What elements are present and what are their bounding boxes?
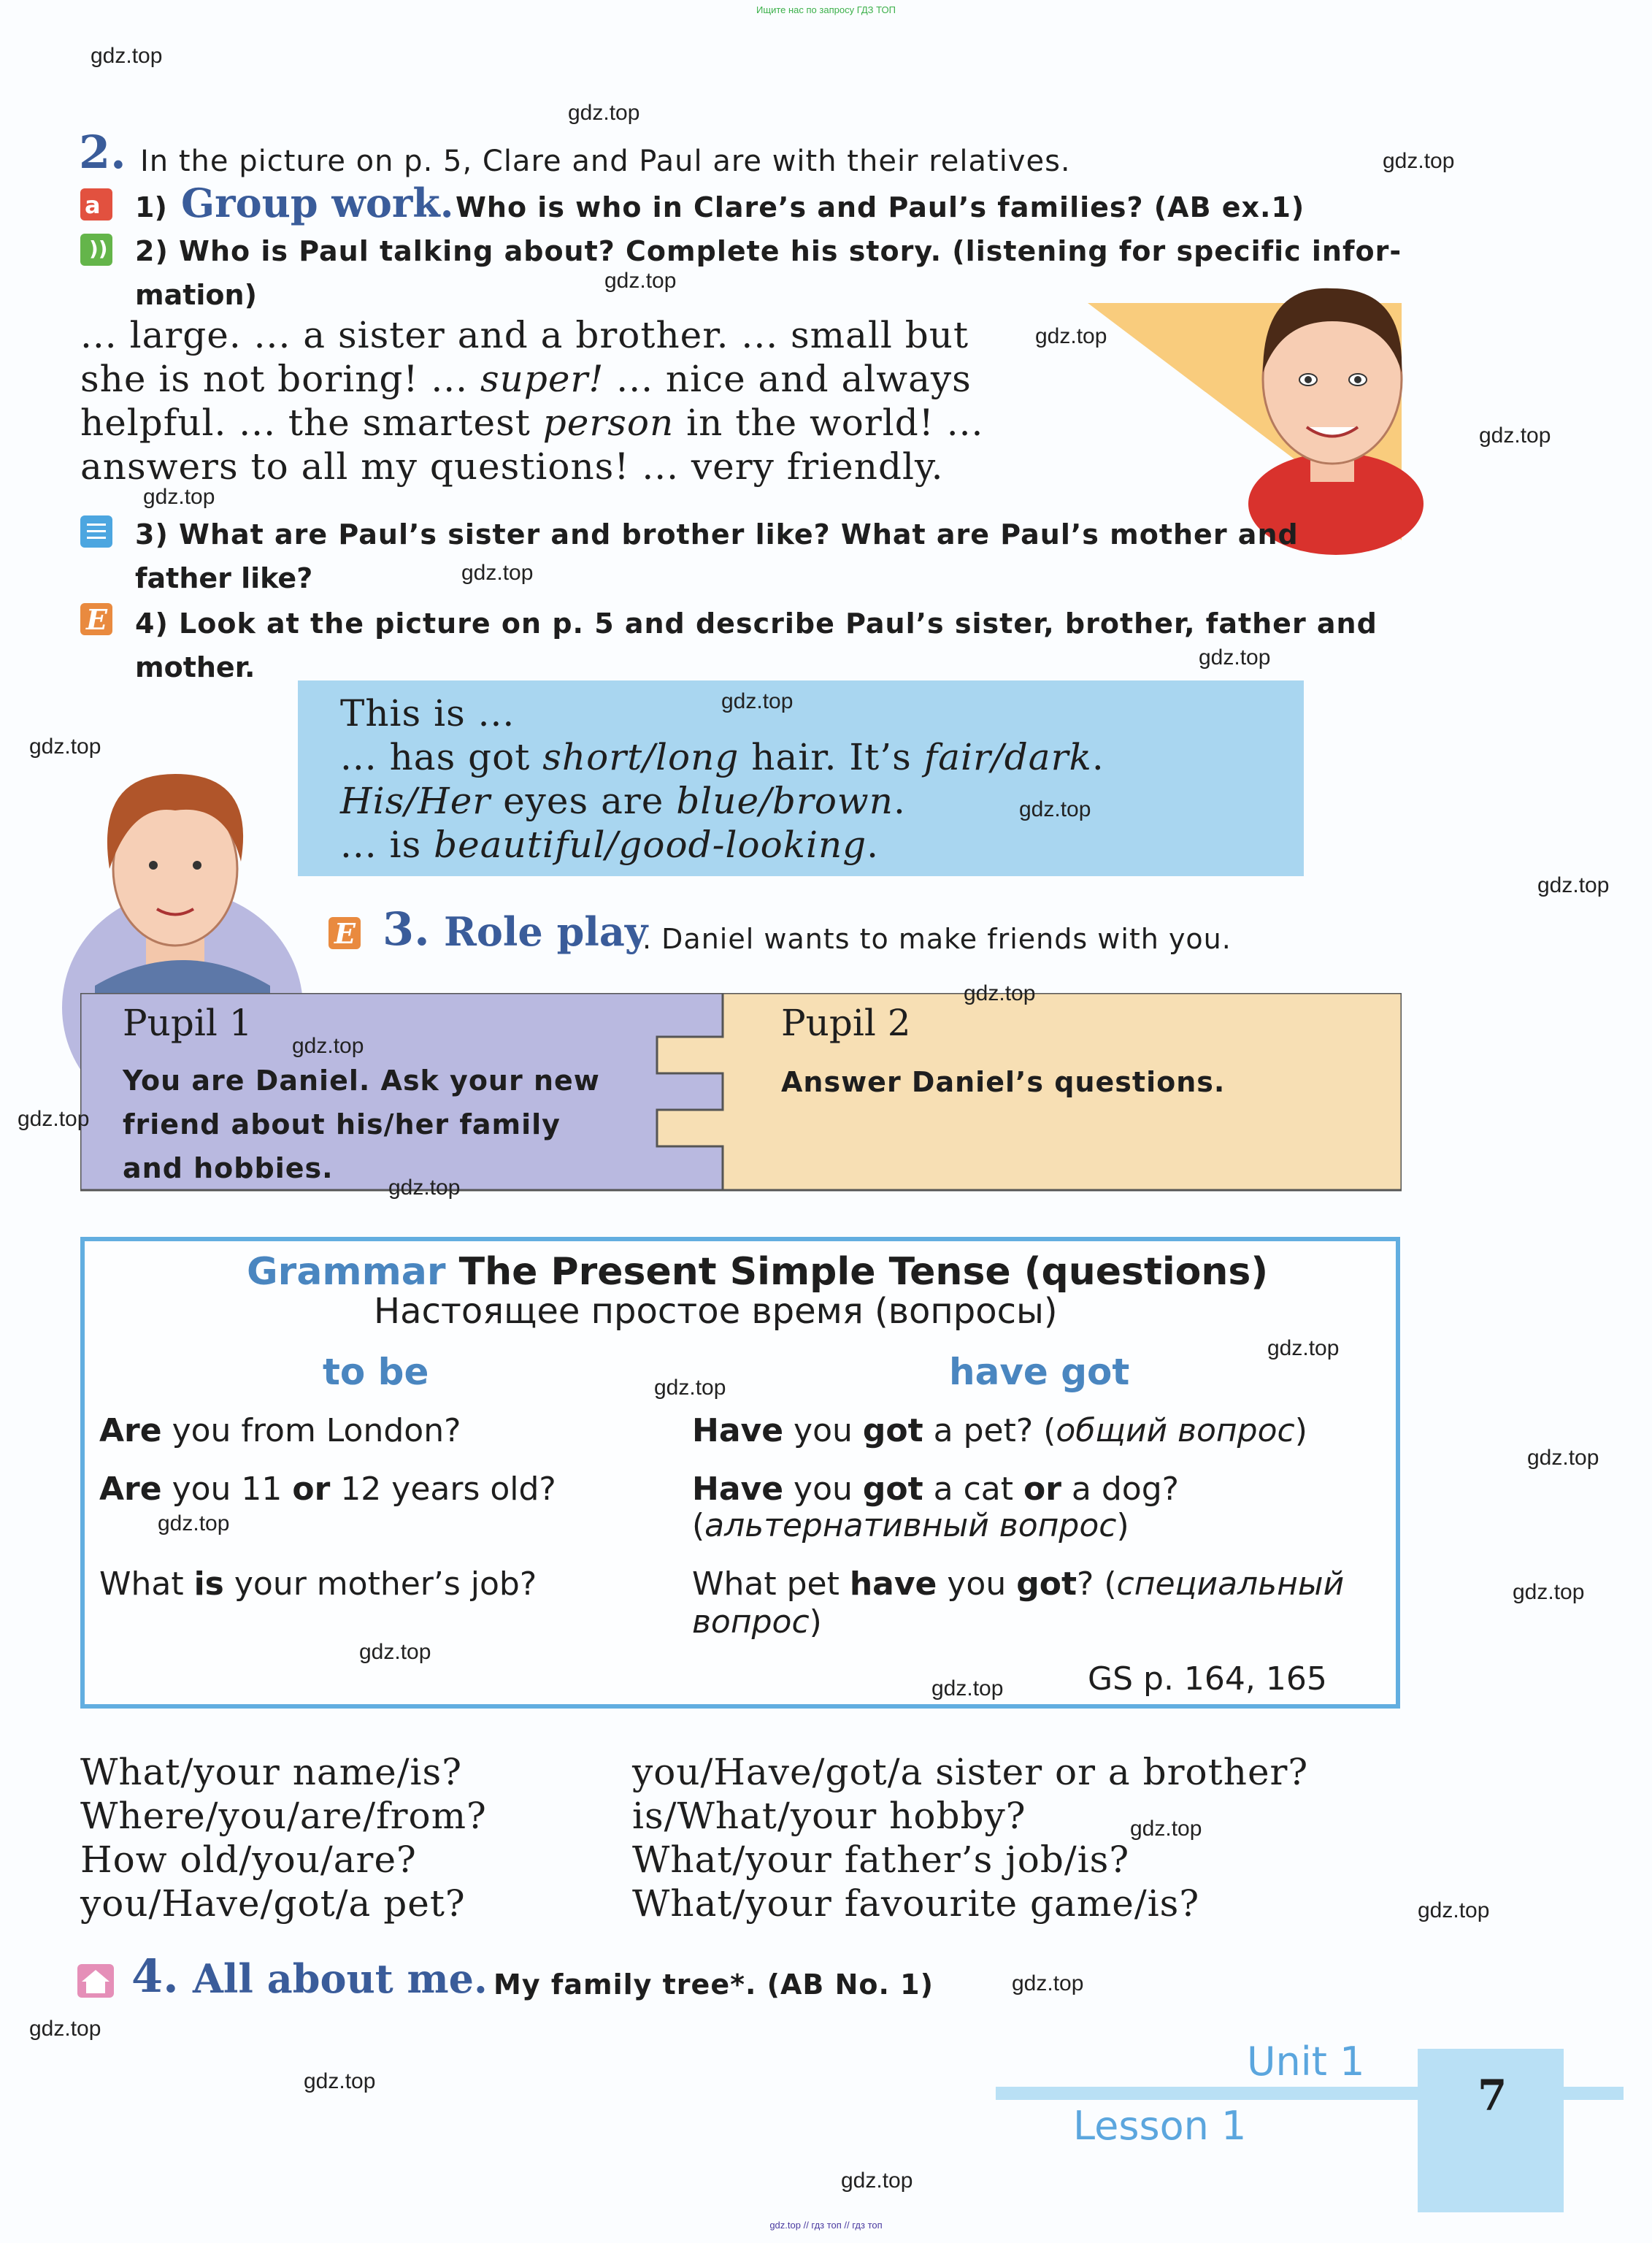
task-2-line-2: mation) [135,279,257,311]
story-line-2: she is not boring! ... super! ... nice and always [80,358,972,400]
bottom-note: gdz.top // гдз топ // гдз топ [769,2220,883,2231]
question-right-4: What/your favourite game/is? [632,1882,1200,1925]
exercise-2-intro: In the picture on p. 5, Clare and Paul are with their relatives. [140,145,1071,178]
watermark: gdz.top [1513,1580,1585,1604]
grammar-row-3-right-note: вопрос) [692,1603,822,1641]
watermark: gdz.top [1479,423,1551,448]
watermark: gdz.top [1035,324,1107,348]
watermark: gdz.top [931,1676,1004,1701]
grammar-col-have-got: have got [949,1351,1130,1393]
watermark: gdz.top [654,1376,726,1400]
watermark: gdz.top [388,1176,461,1200]
watermark: gdz.top [1383,149,1455,173]
grammar-row-3-left: What is your mother’s job? [99,1565,537,1603]
watermark: gdz.top [304,2069,376,2093]
question-left-2: Where/you/are/from? [80,1795,487,1837]
exercise-4-title: All about me. [193,1955,488,2002]
grammar-row-1-left: Are you from London? [99,1412,461,1449]
watermark: gdz.top [1012,1971,1084,1995]
exercise-4-text: My family tree*. (AB No. 1) [493,1968,934,2001]
listening-icon: )) [80,234,112,266]
exercise-4-number: 4. [131,1949,179,2003]
phrase-line-4: ... is beautiful/good-looking. [340,824,880,866]
watermark: gdz.top [1537,873,1610,897]
task-4-line-1: 4) Look at the picture on p. 5 and describe Paul’s sister, brother, father and [135,607,1378,640]
grammar-col-to-be: to be [323,1351,429,1393]
watermark: gdz.top [158,1511,230,1535]
watermark: gdz.top [964,981,1036,1005]
watermark: gdz.top [91,44,163,68]
pupil-1-line-2: friend about his/her family [123,1108,561,1140]
question-left-4: you/Have/got/a pet? [80,1882,466,1925]
watermark: gdz.top [604,269,677,293]
watermark: gdz.top [29,735,101,759]
grammar-heading: Grammar The Present Simple Tense (questions) [247,1250,1269,1294]
grammar-row-3-right: What pet have you got? (специальный [692,1565,1345,1603]
story-line-4: answers to all my questions! ... very friendly. [80,445,944,488]
task-3-line-1: 3) What are Paul’s sister and brother like? What are Paul’s mother and [135,518,1299,551]
watermark: gdz.top [29,2017,101,2041]
grammar-row-2-left: Are you 11 or 12 years old? [99,1471,556,1508]
task-3-line-2: father like? [135,562,313,594]
question-right-1: you/Have/got/a sister or a brother? [632,1751,1309,1793]
task-1-title: Group work. [181,180,454,226]
task-1-number: 1) [135,191,167,223]
speaking-icon: E [80,603,112,635]
footer-unit: Unit 1 [1247,2039,1365,2085]
grammar-row-1-right: Have you got a pet? (общий вопрос) [692,1412,1307,1449]
story-line-3: helpful. ... the smartest person in the world! ... [80,402,984,444]
pupil-1-line-1: You are Daniel. Ask your new [123,1065,600,1097]
task-4-line-2: mother. [135,651,256,683]
role-play-icon: E [329,917,361,949]
top-note: Ищите нас по запросу ГДЗ ТОП [756,4,896,15]
task-2-line-1: 2) Who is Paul talking about? Complete his story. (listening for specific infor- [135,235,1402,267]
pupil-1-line-3: and hobbies. [123,1152,334,1184]
watermark: gdz.top [292,1034,364,1058]
question-right-2: is/What/your hobby? [632,1795,1026,1837]
phrase-line-3: His/Her eyes are blue/brown. [340,780,906,822]
question-left-3: How old/you/are? [80,1839,417,1881]
watermark: gdz.top [1130,1817,1202,1841]
grammar-reference: GS p. 164, 165 [1088,1660,1327,1698]
page-number: 7 [1478,2071,1507,2120]
phrase-line-1: This is ... [340,692,515,735]
watermark: gdz.top [461,561,534,585]
question-left-1: What/your name/is? [80,1751,463,1793]
grammar-row-2-right-note: (альтернативный вопрос) [692,1507,1129,1544]
question-right-3: What/your father’s job/is? [632,1839,1130,1881]
footer-lesson: Lesson 1 [1073,2103,1247,2149]
watermark: gdz.top [359,1640,431,1664]
watermark: gdz.top [1267,1336,1340,1360]
exercise-3-text: . Daniel wants to make friends with you. [642,923,1232,955]
home-icon [77,1964,114,1998]
exercise-3-title: Role play [444,908,648,955]
group-work-icon: a [80,188,112,221]
watermark: gdz.top [1199,645,1271,670]
task-1-text: Who is who in Clare’s and Paul’s families? (AB ex.1) [456,191,1305,223]
story-line-1: ... large. ... a sister and a brother. ... small but [80,314,969,356]
watermark: gdz.top [1527,1446,1599,1470]
pupil-2-text: Answer Daniel’s questions. [781,1066,1226,1098]
watermark: gdz.top [721,689,794,713]
grammar-subtitle: Настоящее простое время (вопросы) [374,1291,1058,1332]
pupil-1-title: Pupil 1 [123,1002,253,1044]
watermark: gdz.top [841,2169,913,2193]
watermark: gdz.top [18,1107,90,1131]
paul-illustration [1080,263,1445,555]
pupil-2-title: Pupil 2 [781,1002,911,1044]
watermark: gdz.top [143,485,215,509]
watermark: gdz.top [1418,1898,1490,1922]
watermark: gdz.top [568,101,640,125]
phrase-line-2: ... has got short/long hair. It’s fair/dark. [340,736,1104,778]
reading-icon [80,515,112,548]
exercise-2-number: 2. [79,126,126,179]
watermark: gdz.top [1019,797,1091,821]
exercise-3-number: 3. [383,902,430,956]
grammar-row-2-right: Have you got a cat or a dog? [692,1471,1179,1508]
